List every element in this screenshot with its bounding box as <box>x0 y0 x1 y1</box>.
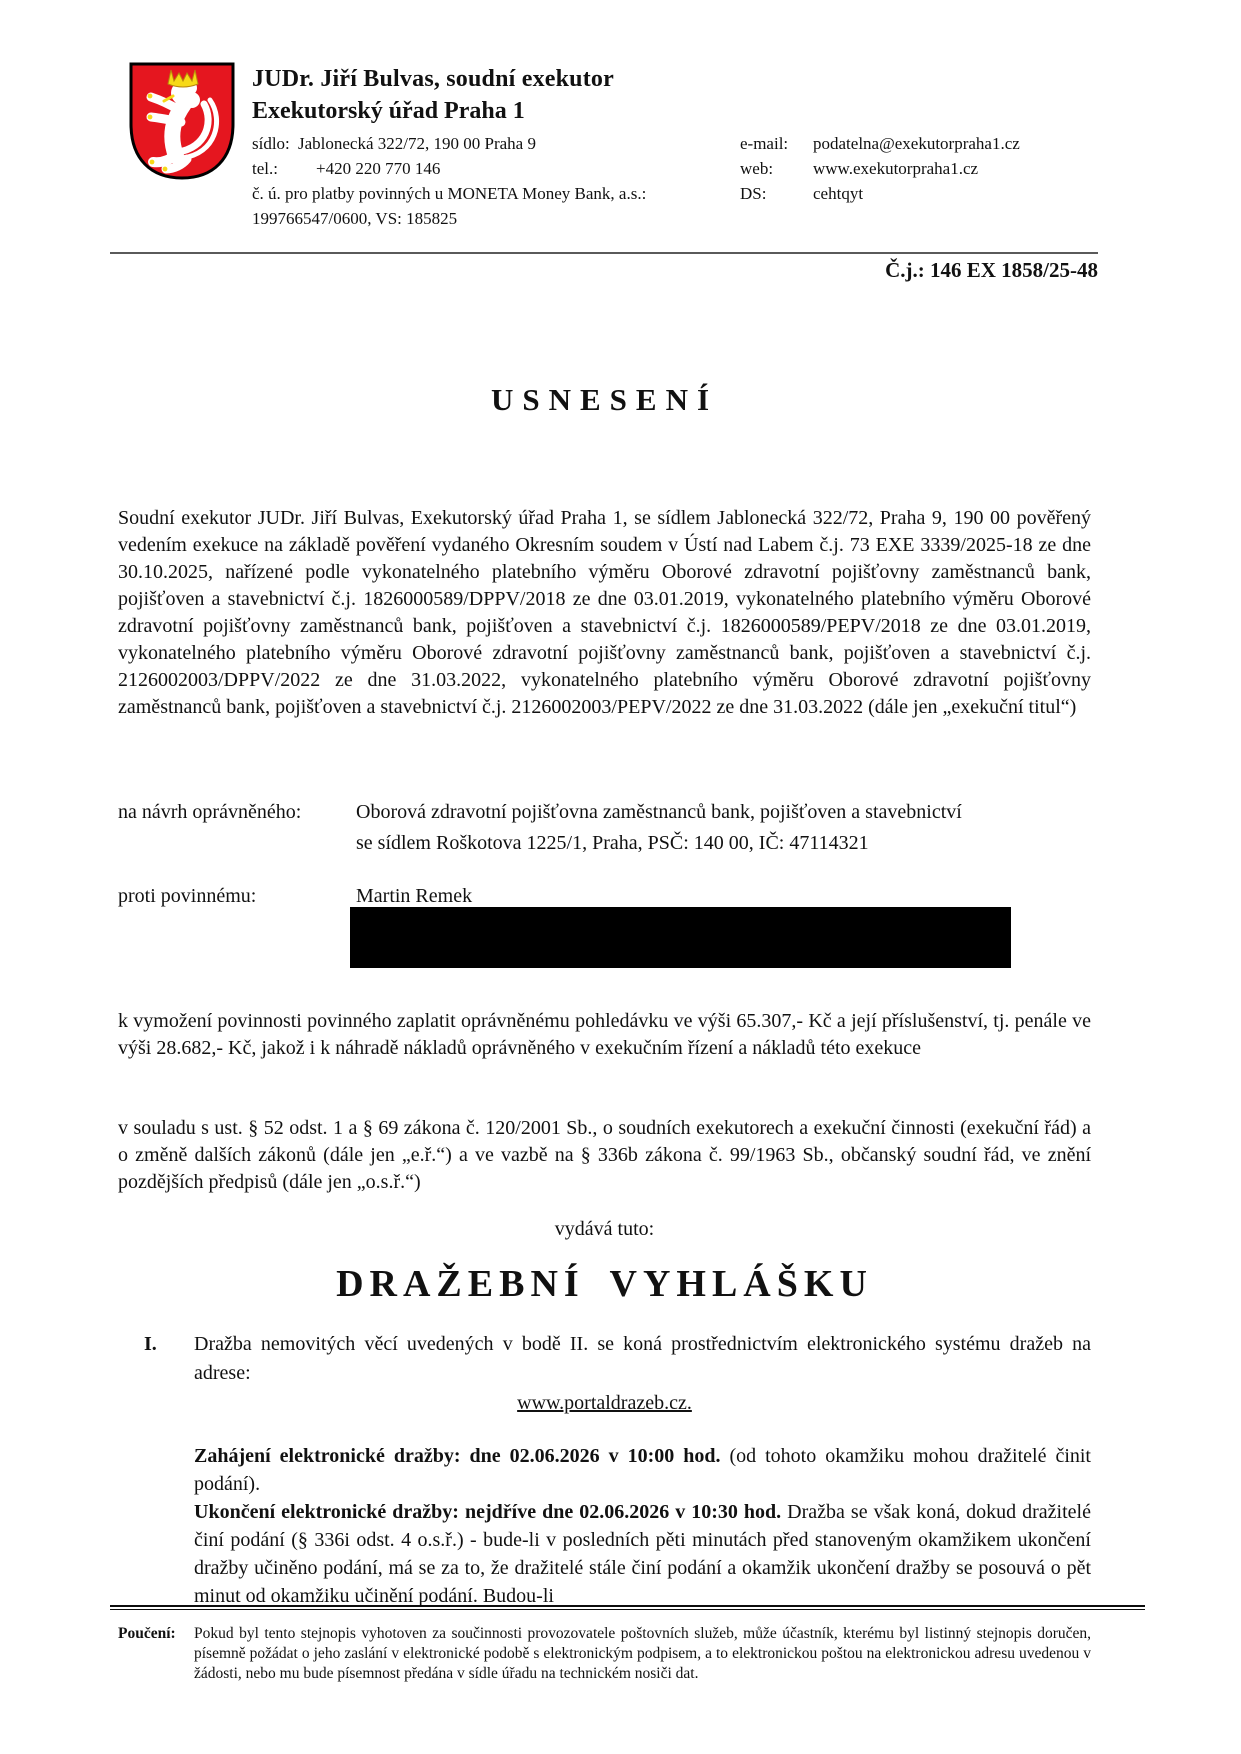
office-address: sídlo: Jablonecká 322/72, 190 00 Praha 9 <box>252 134 536 153</box>
czech-coat-of-arms-icon <box>126 60 238 182</box>
contact-info <box>252 131 1132 231</box>
bank-account-number: 199766547/0600, VS: 185825 <box>252 209 458 228</box>
bank-account-line: č. ú. pro platby povinných u MONETA Money Bank, a.s.: <box>252 184 647 203</box>
footer-divider <box>110 1605 1145 1610</box>
auction-end-paragraph: Ukončení elektronické dražby: nejdříve dne 02.06.2026 v 10:30 hod. Dražba se však koná, dokud dražitelé činí podání (§ 336i odst. 4 o.s.ř.) - bude-li v posledních pěti minutách před stanoveným okamžikem ukončení dražby učiněno podání, má se za to, že dražitelé stále činí podání a okamžik ukončení dražby se posouvá o pět minut od okamžiku učinění podání. Budou-li <box>194 1501 1091 1607</box>
auction-start-bold: Zahájení elektronické dražby: dne 02.06.2026 v 10:00 hod. <box>194 1445 721 1467</box>
auction-portal-link-line <box>118 1392 1091 1415</box>
office-name: Exekutorský úřad Praha 1 <box>252 98 525 124</box>
header-divider <box>110 252 1098 254</box>
section-1 <box>144 1330 1091 1388</box>
debtor-label: proti povinnému: <box>118 885 257 907</box>
document-title: USNESENÍ <box>490 382 719 417</box>
claim-paragraph: k vymožení povinnosti povinného zaplatit oprávněnému pohledávku ve výši 65.307,- Kč a její příslušenství, tj. penále ve výši 28.682,- Kč, jakož i k náhradě nákladů oprávněného v exekučním řízení a nákladů této exekuce <box>118 1010 1091 1059</box>
intro-paragraph: Soudní exekutor JUDr. Jiří Bulvas, Exekutorský úřad Praha 1, se sídlem Jablonecká 322/72, Praha 9, 190 00 pověřený vedením exekuce na základě pověření vydaného Okresním soudem v Ústí nad Labem č.j. 73 EXE 3339/2025-18 ze dne 30.10.2025, nařízené podle vykonatelného platebního výměru Oborové zdravotní pojišťovny zaměstnanců bank, pojišťoven a stavebnictví č.j. 1826000589/DPPV/2018 ze dne 03.01.2019, vykonatelného platebního výměru Oborové zdravotní pojišťovny zaměstnanců bank, pojišťoven a stavebnictví č.j. 1826000589/PEPV/2018 ze dne 03.01.2019, vykonatelného platebního výměru Oborové zdravotní pojišťovny zaměstnanců bank, pojišťoven a stavebnictví č.j. 2126002003/DPPV/2022 ze dne 31.03.2022, vykonatelného platebního výměru Oborové zdravotní pojišťovny zaměstnanců bank, pojišťoven a stavebnictví č.j. 2126002003/PEPV/2022 ze dne 31.03.2022 (dále jen „exekuční titul“) <box>118 507 1091 718</box>
petitioner-block <box>118 797 1091 859</box>
advisory-footer <box>118 1624 1091 1684</box>
databox-label: DS: <box>740 184 767 203</box>
petitioner-label: na návrh oprávněného: <box>118 801 302 823</box>
executor-name: JUDr. Jiří Bulvas, soudní exekutor <box>252 66 614 92</box>
petitioner-name: Oborová zdravotní pojišťovna zaměstnanců bank, pojišťoven a stavebnictví <box>356 801 962 823</box>
legal-basis-paragraph: v souladu s ust. § 52 odst. 1 a § 69 zákona č. 120/2001 Sb., o soudních exekutorech a exekuční činnosti (exekuční řád) a o změně dalších zákonů (dále jen „e.ř.“) a ve vazbě na § 336b zákona č. 99/1963 Sb., občanský soudní řád, ve znění pozdějších předpisů (dále jen „o.s.ř.“) <box>118 1117 1091 1193</box>
debtor-name: Martin Remek <box>356 885 473 907</box>
advisory-label: Poučení: <box>118 1625 176 1642</box>
section-1-numeral: I. <box>144 1333 157 1355</box>
decree-title: DRAŽEBNÍ VYHLÁŠKU <box>336 1263 873 1305</box>
phone-line: tel.: +420 220 770 146 <box>252 159 441 178</box>
web-value: www.exekutorpraha1.cz <box>813 159 979 178</box>
issues-line: vydává tuto: <box>554 1218 655 1240</box>
debtor-block <box>118 883 1091 910</box>
advisory-text: Pokud byl tento stejnopis vyhotoven za součinnosti provozovatele poštovních služeb, může účastník, kterému byl listinný stejnopis doručen, písemně požádat o jeho zaslání v elektronické podobě s elektronickým podpisem, a to elektronickou poštou na elektronickou adresu uvedenou v žádosti, nebo mu bude písemnost předána v sídle úřadu na technickém nosiči dat. <box>194 1625 1091 1682</box>
petitioner-address: se sídlem Roškotova 1225/1, Praha, PSČ: 140 00, IČ: 47114321 <box>356 832 869 854</box>
case-number: Č.j.: 146 EX 1858/25-48 <box>885 258 1098 282</box>
redacted-personal-data <box>350 907 1011 968</box>
databox-value: cehtqyt <box>813 184 864 203</box>
web-label: web: <box>740 159 774 178</box>
letterhead <box>252 64 1132 231</box>
email-label: e-mail: <box>740 134 789 153</box>
auction-times-block <box>194 1442 1091 1610</box>
auction-start-paragraph: Zahájení elektronické dražby: dne 02.06.2026 v 10:00 hod. (od tohoto okamžiku mohou dražitelé činit podání). <box>194 1445 1091 1495</box>
auction-portal-link[interactable]: www.portaldrazeb.cz. <box>517 1392 692 1414</box>
petitioner-value <box>356 797 1091 859</box>
email-value: podatelna@exekutorpraha1.cz <box>813 134 1020 153</box>
section-1-text: Dražba nemovitých věcí uvedených v bodě II. se koná prostřednictvím elektronického systému dražeb na adrese: <box>194 1333 1091 1384</box>
auction-end-bold: Ukončení elektronické dražby: nejdříve dne 02.06.2026 v 10:30 hod. <box>194 1501 782 1523</box>
